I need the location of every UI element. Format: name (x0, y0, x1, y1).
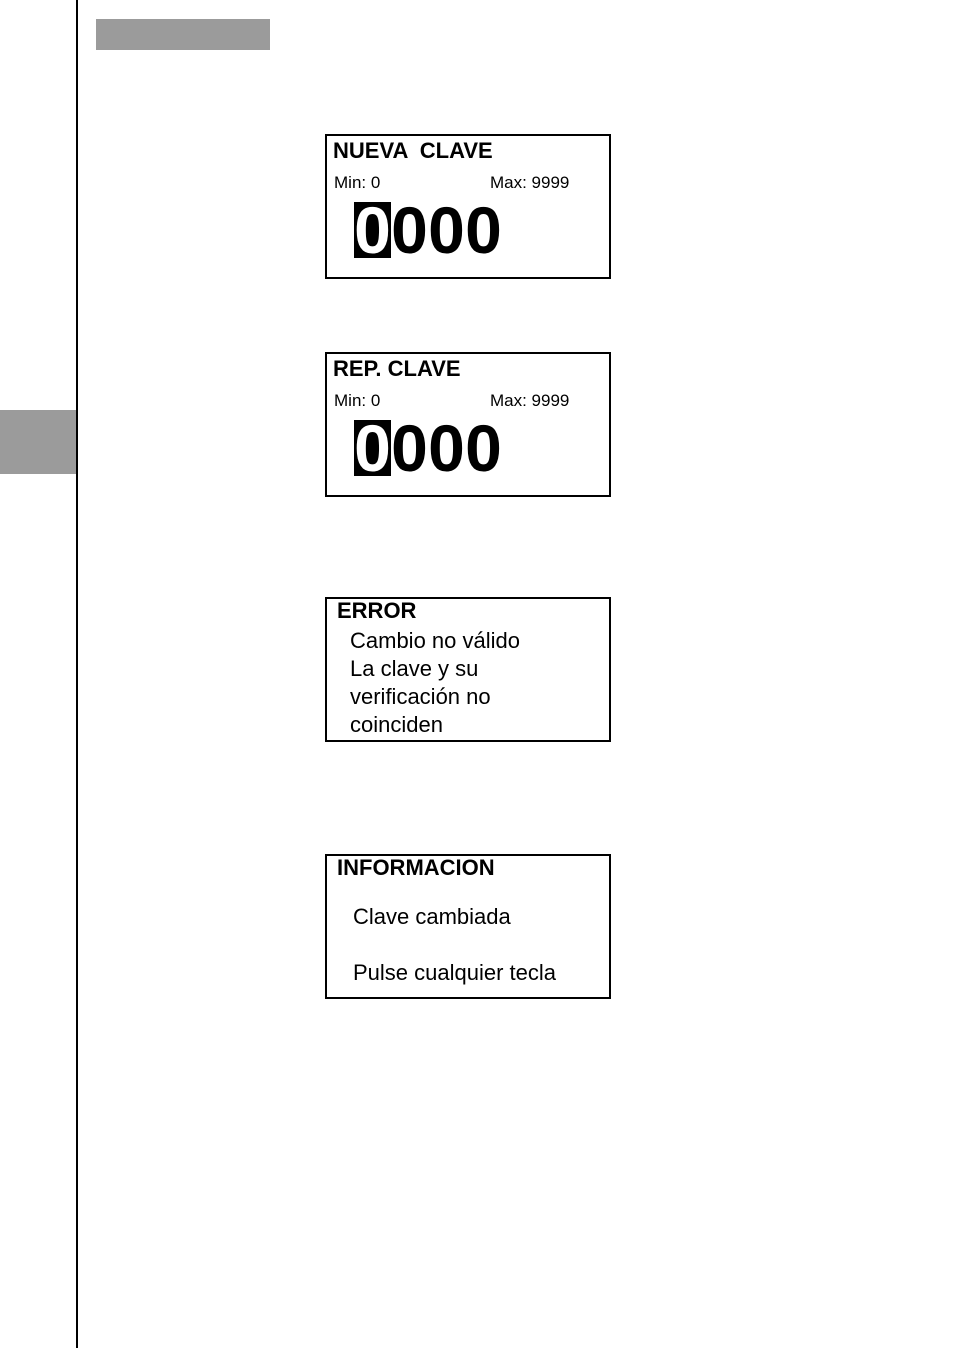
screen-title: INFORMACION (337, 855, 495, 880)
password-digits[interactable] (354, 411, 502, 485)
screen-title: ERROR (337, 598, 417, 623)
digit-cursor[interactable]: 0 (354, 411, 391, 485)
error-message-line: verificación no (350, 684, 491, 709)
max-label: Max: 9999 (490, 391, 570, 410)
max-label: Max: 9999 (490, 173, 570, 192)
digit[interactable]: 0 (465, 193, 502, 267)
min-label: Min: 0 (334, 173, 381, 192)
section-side-tab (0, 410, 76, 474)
page-margin-line (76, 0, 78, 1348)
header-tab (96, 19, 270, 50)
info-message-line: Clave cambiada (353, 904, 511, 929)
new-password-screen (325, 134, 611, 279)
info-screen (325, 854, 611, 999)
repeat-password-screen (325, 352, 611, 497)
error-message-line: La clave y su (350, 656, 479, 681)
screen-title: NUEVA CLAVE (333, 138, 493, 163)
error-message-line: coinciden (350, 712, 443, 737)
digit-cursor[interactable]: 0 (354, 193, 391, 267)
screen-title: REP. CLAVE (333, 356, 461, 381)
error-message-line: Cambio no válido (350, 628, 520, 653)
error-screen (325, 597, 611, 742)
info-message-line: Pulse cualquier tecla (353, 960, 557, 985)
digit[interactable]: 0 (428, 193, 465, 267)
digit[interactable]: 0 (465, 411, 502, 485)
digit[interactable]: 0 (391, 411, 428, 485)
digit[interactable]: 0 (391, 193, 428, 267)
min-label: Min: 0 (334, 391, 381, 410)
digit[interactable]: 0 (428, 411, 465, 485)
password-digits[interactable] (354, 193, 502, 267)
